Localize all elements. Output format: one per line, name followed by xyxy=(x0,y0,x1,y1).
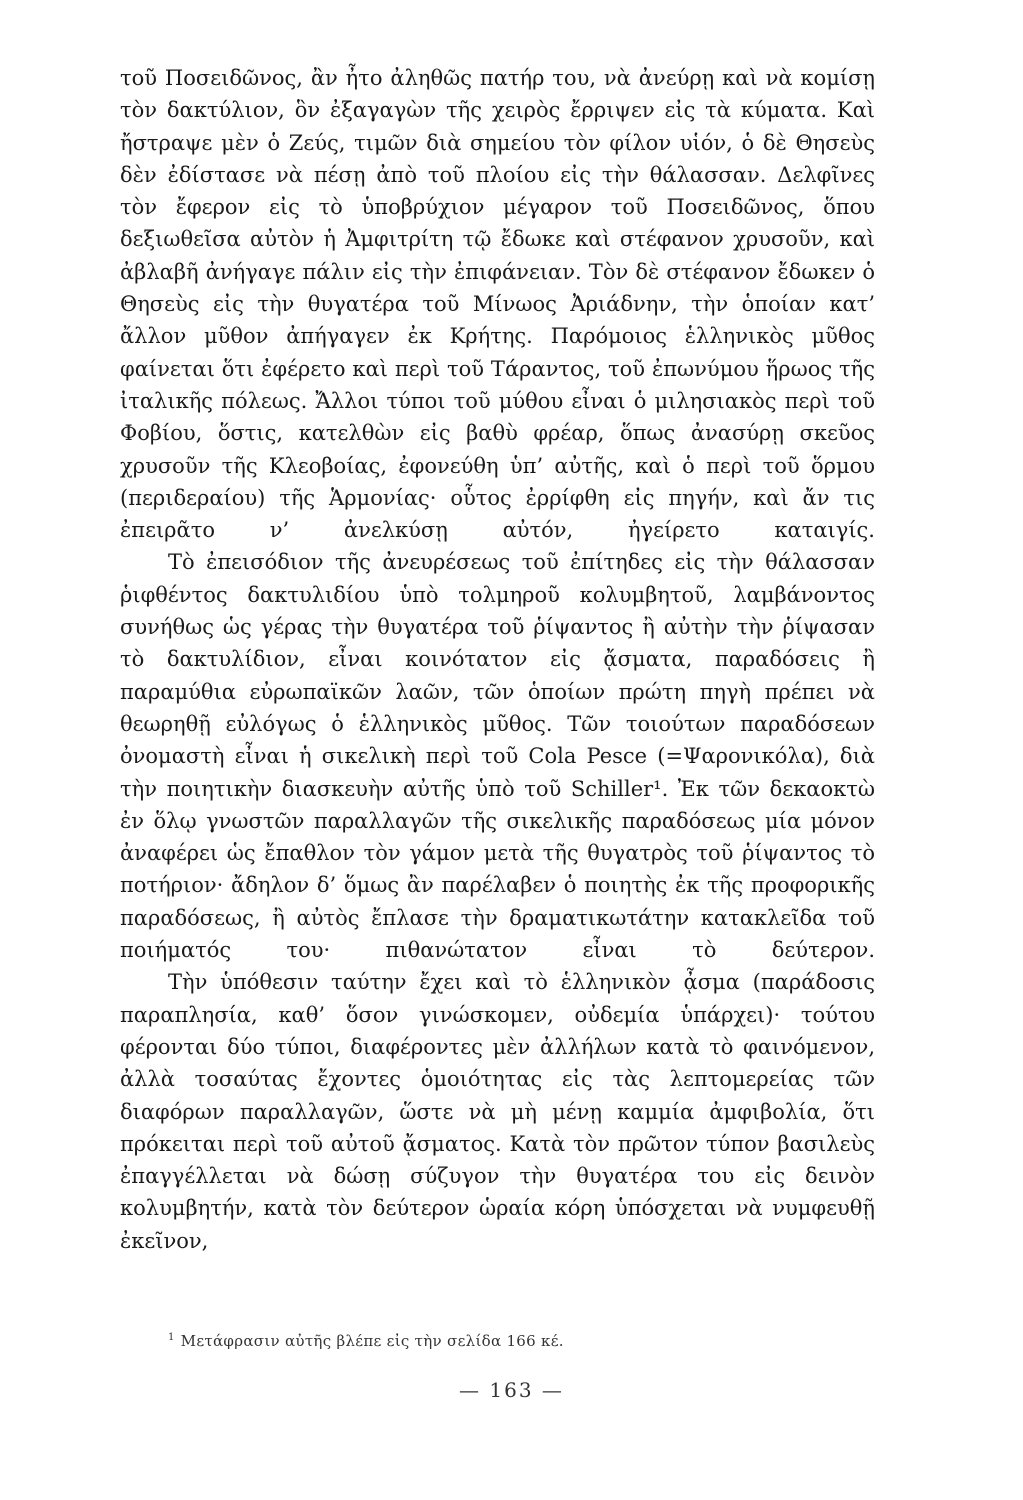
paragraph-2: Τὸ ἐπεισόδιον τῆς ἀνευρέσεως τοῦ ἐπίτηδες εἰς τὴν θάλασσαν ῥιφθέντος δακτυλιδίου ὑπὸ τολμηροῦ κολυμβητοῦ, λαμβάνοντος συνήθως ὡς γέρας τὴν θυγατέρα τοῦ ῥίψαντος ἢ αὐτὴν τὴν ῥίψασαν τὸ δακτυλίδιον, εἶναι κοινότατον εἰς ᾄσματα, παραδόσεις ἢ παραμύθια εὐρωπαϊκῶν λαῶν, τῶν ὁποίων πρώτη πηγὴ πρέπει νὰ θεωρηθῇ εὐλόγως ὁ ἑλληνικὸς μῦθος. Τῶν τοιούτων παραδόσεων ὀνομαστὴ εἶναι ἡ σικελικὴ περὶ τοῦ Cola Pesce (=Ψαρονικόλα), διὰ τὴν ποιητικὴν διασκευὴν αὐτῆς ὑπὸ τοῦ Schiller¹. Ἐκ τῶν δεκαοκτὼ ἐν ὅλῳ γνωστῶν παραλλαγῶν τῆς σικελικῆς παραδόσεως μία μόνον ἀναφέρει ὡς ἔπαθλον τὸν γάμον μετὰ τῆς θυγατρὸς τοῦ ῥίψαντος τὸ ποτήριον· ἄδηλον δ’ ὅμως ἂν παρέλαβεν ὁ ποιητὴς ἐκ τῆς προφορικῆς παραδόσεως, ἢ αὐτὸς ἔπλασε τὴν δραματικωτάτην κατακλεῖδα τοῦ ποιήματός του· πιθανώτατον εἶναι τὸ δεύτερον. xyxy=(120,550,875,963)
page-number: — 163 — xyxy=(459,1378,564,1402)
footnote xyxy=(168,1328,564,1351)
page-body xyxy=(120,62,875,1257)
footnote-marker: 1 xyxy=(168,1332,175,1343)
paragraph-3: Τὴν ὑπόθεσιν ταύτην ἔχει καὶ τὸ ἑλληνικὸν ᾆσμα (παράδοσις παραπλησία, καθ’ ὅσον γινώσκομεν, οὐδεμία ὑπάρχει)· τούτου φέρονται δύο τύποι, διαφέροντες μὲν ἀλλήλων κατὰ τὸ φαινόμενον, ἀλλὰ τοσαύτας ἔχοντες ὁμοιότητας εἰς τὰς λεπτομερείας τῶν διαφόρων παραλλαγῶν, ὥστε νὰ μὴ μένῃ καμμία ἀμφιβολία, ὅτι πρόκειται περὶ τοῦ αὐτοῦ ᾄσματος. Κατὰ τὸν πρῶτον τύπον βασιλεὺς ἐπαγγέλλεται νὰ δώσῃ σύζυγον τὴν θυγατέρα του εἰς δεινὸν κολυμβητήν, κατὰ τὸν δεύτερον ὡραία κόρη ὑπόσχεται νὰ νυμφευθῇ ἐκεῖνον, xyxy=(120,970,875,1253)
paragraph-1: τοῦ Ποσειδῶνος, ἂν ἦτο ἀληθῶς πατήρ του, νὰ ἀνεύρῃ καὶ νὰ κομίσῃ τὸν δακτύλιον, ὃν ἐξαγαγὼν τῆς χειρὸς ἔρριψεν εἰς τὰ κύματα. Καὶ ἤστραψε μὲν ὁ Ζεύς, τιμῶν διὰ σημείου τὸν φίλον υἱόν, ὁ δὲ Θησεὺς δὲν ἐδίστασε νὰ πέσῃ ἀπὸ τοῦ πλοίου εἰς τὴν θάλασσαν. Δελφῖνες τὸν ἔφερον εἰς τὸ ὑποβρύχιον μέγαρον τοῦ Ποσειδῶνος, ὅπου δεξιωθεῖσα αὐτὸν ἡ Ἀμφιτρίτη τῷ ἔδωκε καὶ στέφανον χρυσοῦν, καὶ ἀβλαβῆ ἀνήγαγε πάλιν εἰς τὴν ἐπιφάνειαν. Τὸν δὲ στέφανον ἔδωκεν ὁ Θησεὺς εἰς τὴν θυγατέρα τοῦ Μίνωος Ἀριάδνην, τὴν ὁποίαν κατ’ ἄλλον μῦθον ἀπήγαγεν ἐκ Κρήτης. Παρόμοιος ἑλληνικὸς μῦθος φαίνεται ὅτι ἐφέρετο καὶ περὶ τοῦ Τάραντος, τοῦ ἐπωνύμου ἥρωος τῆς ἰταλικῆς πόλεως. Ἄλλοι τύποι τοῦ μύθου εἶναι ὁ μιλησιακὸς περὶ τοῦ Φοβίου, ὅστις, κατελθὼν εἰς βαθὺ φρέαρ, ὅπως ἀνασύρῃ σκεῦος χρυσοῦν τῆς Κλεοβοίας, ἐφονεύθη ὑπ’ αὐτῆς, καὶ ὁ περὶ τοῦ ὅρμου (περιδεραίου) τῆς Ἁρμονίας· οὗτος ἐρρίφθη εἰς πηγήν, καὶ ἄν τις ἐπειρᾶτο ν’ ἀνελκύσῃ αὐτόν, ἠγείρετο καταιγίς. xyxy=(120,66,875,543)
footnote-text: Μετάφρασιν αὐτῆς βλέπε εἰς τὴν σελίδα 166 κέ. xyxy=(180,1332,564,1350)
